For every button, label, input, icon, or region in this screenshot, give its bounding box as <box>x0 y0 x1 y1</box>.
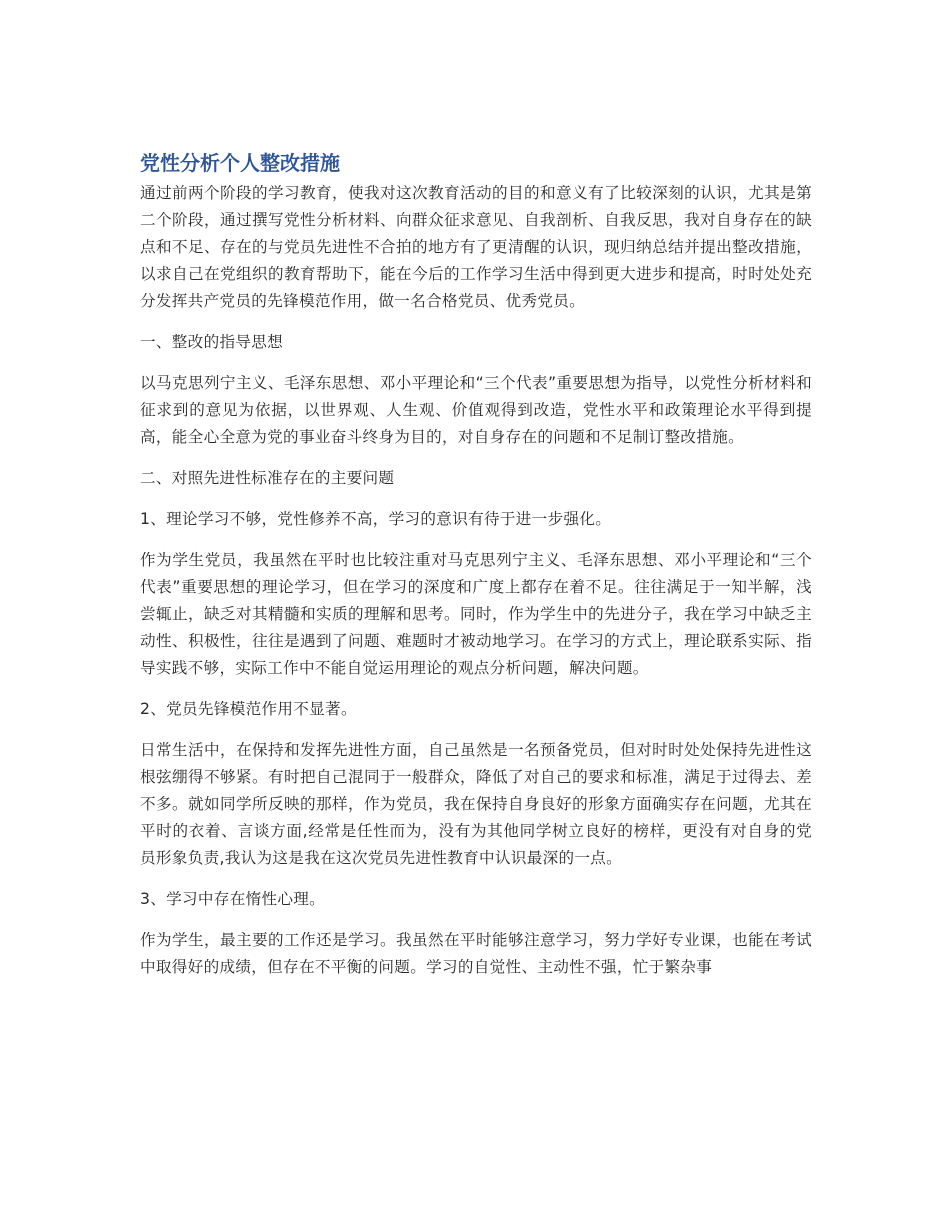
item2-paragraph: 日常生活中，在保持和发挥先进性方面，自己虽然是一名预备党员，但对时时处处保持先进性这根弦绷得不够紧。有时把自己混同于一般群众，降低了对自己的要求和标准，满足于过得去、差不多。就如同学所反映的那样，作为党员，我在保持自身良好的形象方面确实存在问题，尤其在平时的衣着、言谈方面,经常是任性而为，没有为其他同学树立良好的榜样，更没有对自身的党员形象负责,我认为这是我在这次党员先进性教育中认识最深的一点。 <box>140 741 812 867</box>
document-title: 党性分析个人整改措施 <box>140 151 340 175</box>
section2-heading: 二、对照先进性标准存在的主要问题 <box>140 469 395 487</box>
intro-paragraph: 通过前两个阶段的学习教育，使我对这次教育活动的目的和意义有了比较深刻的认识，尤其是第二个阶段，通过撰写党性分析材料、向群众征求意见、自我剖析、自我反思，我对自身存在的缺点和不足、存在的与党员先进性不合拍的地方有了更清醒的认识，现归纳总结并提出整改措施，以求自己在党组织的教育帮助下，能在今后的工作学习生活中得到更大进步和提高，时时处处充分发挥共产党员的先锋模范作用，做一名合格党员、优秀党员。 <box>140 184 812 310</box>
item1-paragraph: 作为学生党员，我虽然在平时也比较注重对马克思列宁主义、毛泽东思想、邓小平理论和“三个代表”重要思想的理论学习，但在学习的深度和广度上都存在着不足。往往满足于一知半解，浅尝辄止，缺乏对其精髓和实质的理解和思考。同时，作为学生中的先进分子，我在学习中缺乏主动性、积极性，往往是遇到了问题、难题时才被动地学习。在学习的方式上，理论联系实际、指导实践不够，实际工作中不能自觉运用理论的观点分析问题，解决问题。 <box>140 551 812 677</box>
item1-heading: 1、理论学习不够，党性修养不高，学习的意识有待于进一步强化。 <box>140 510 612 528</box>
section1-paragraph: 以马克思列宁主义、毛泽东思想、邓小平理论和“三个代表”重要思想为指导，以党性分析材料和征求到的意见为依据，以世界观、人生观、价值观得到改造，党性水平和政策理论水平得到提高，能全心全意为党的事业奋斗终身为目的，对自身存在的问题和不足制订整改措施。 <box>140 374 812 446</box>
document-content <box>140 148 812 995</box>
item2-heading: 2、党员先锋模范作用不显著。 <box>140 700 357 718</box>
item3-heading: 3、学习中存在惰性心理。 <box>140 890 326 908</box>
section1-heading: 一、整改的指导思想 <box>140 333 284 351</box>
item3-paragraph: 作为学生，最主要的工作还是学习。我虽然在平时能够注意学习，努力学好专业课，也能在考试中取得好的成绩，但存在不平衡的问题。学习的自觉性、主动性不强，忙于繁杂事 <box>140 931 812 976</box>
